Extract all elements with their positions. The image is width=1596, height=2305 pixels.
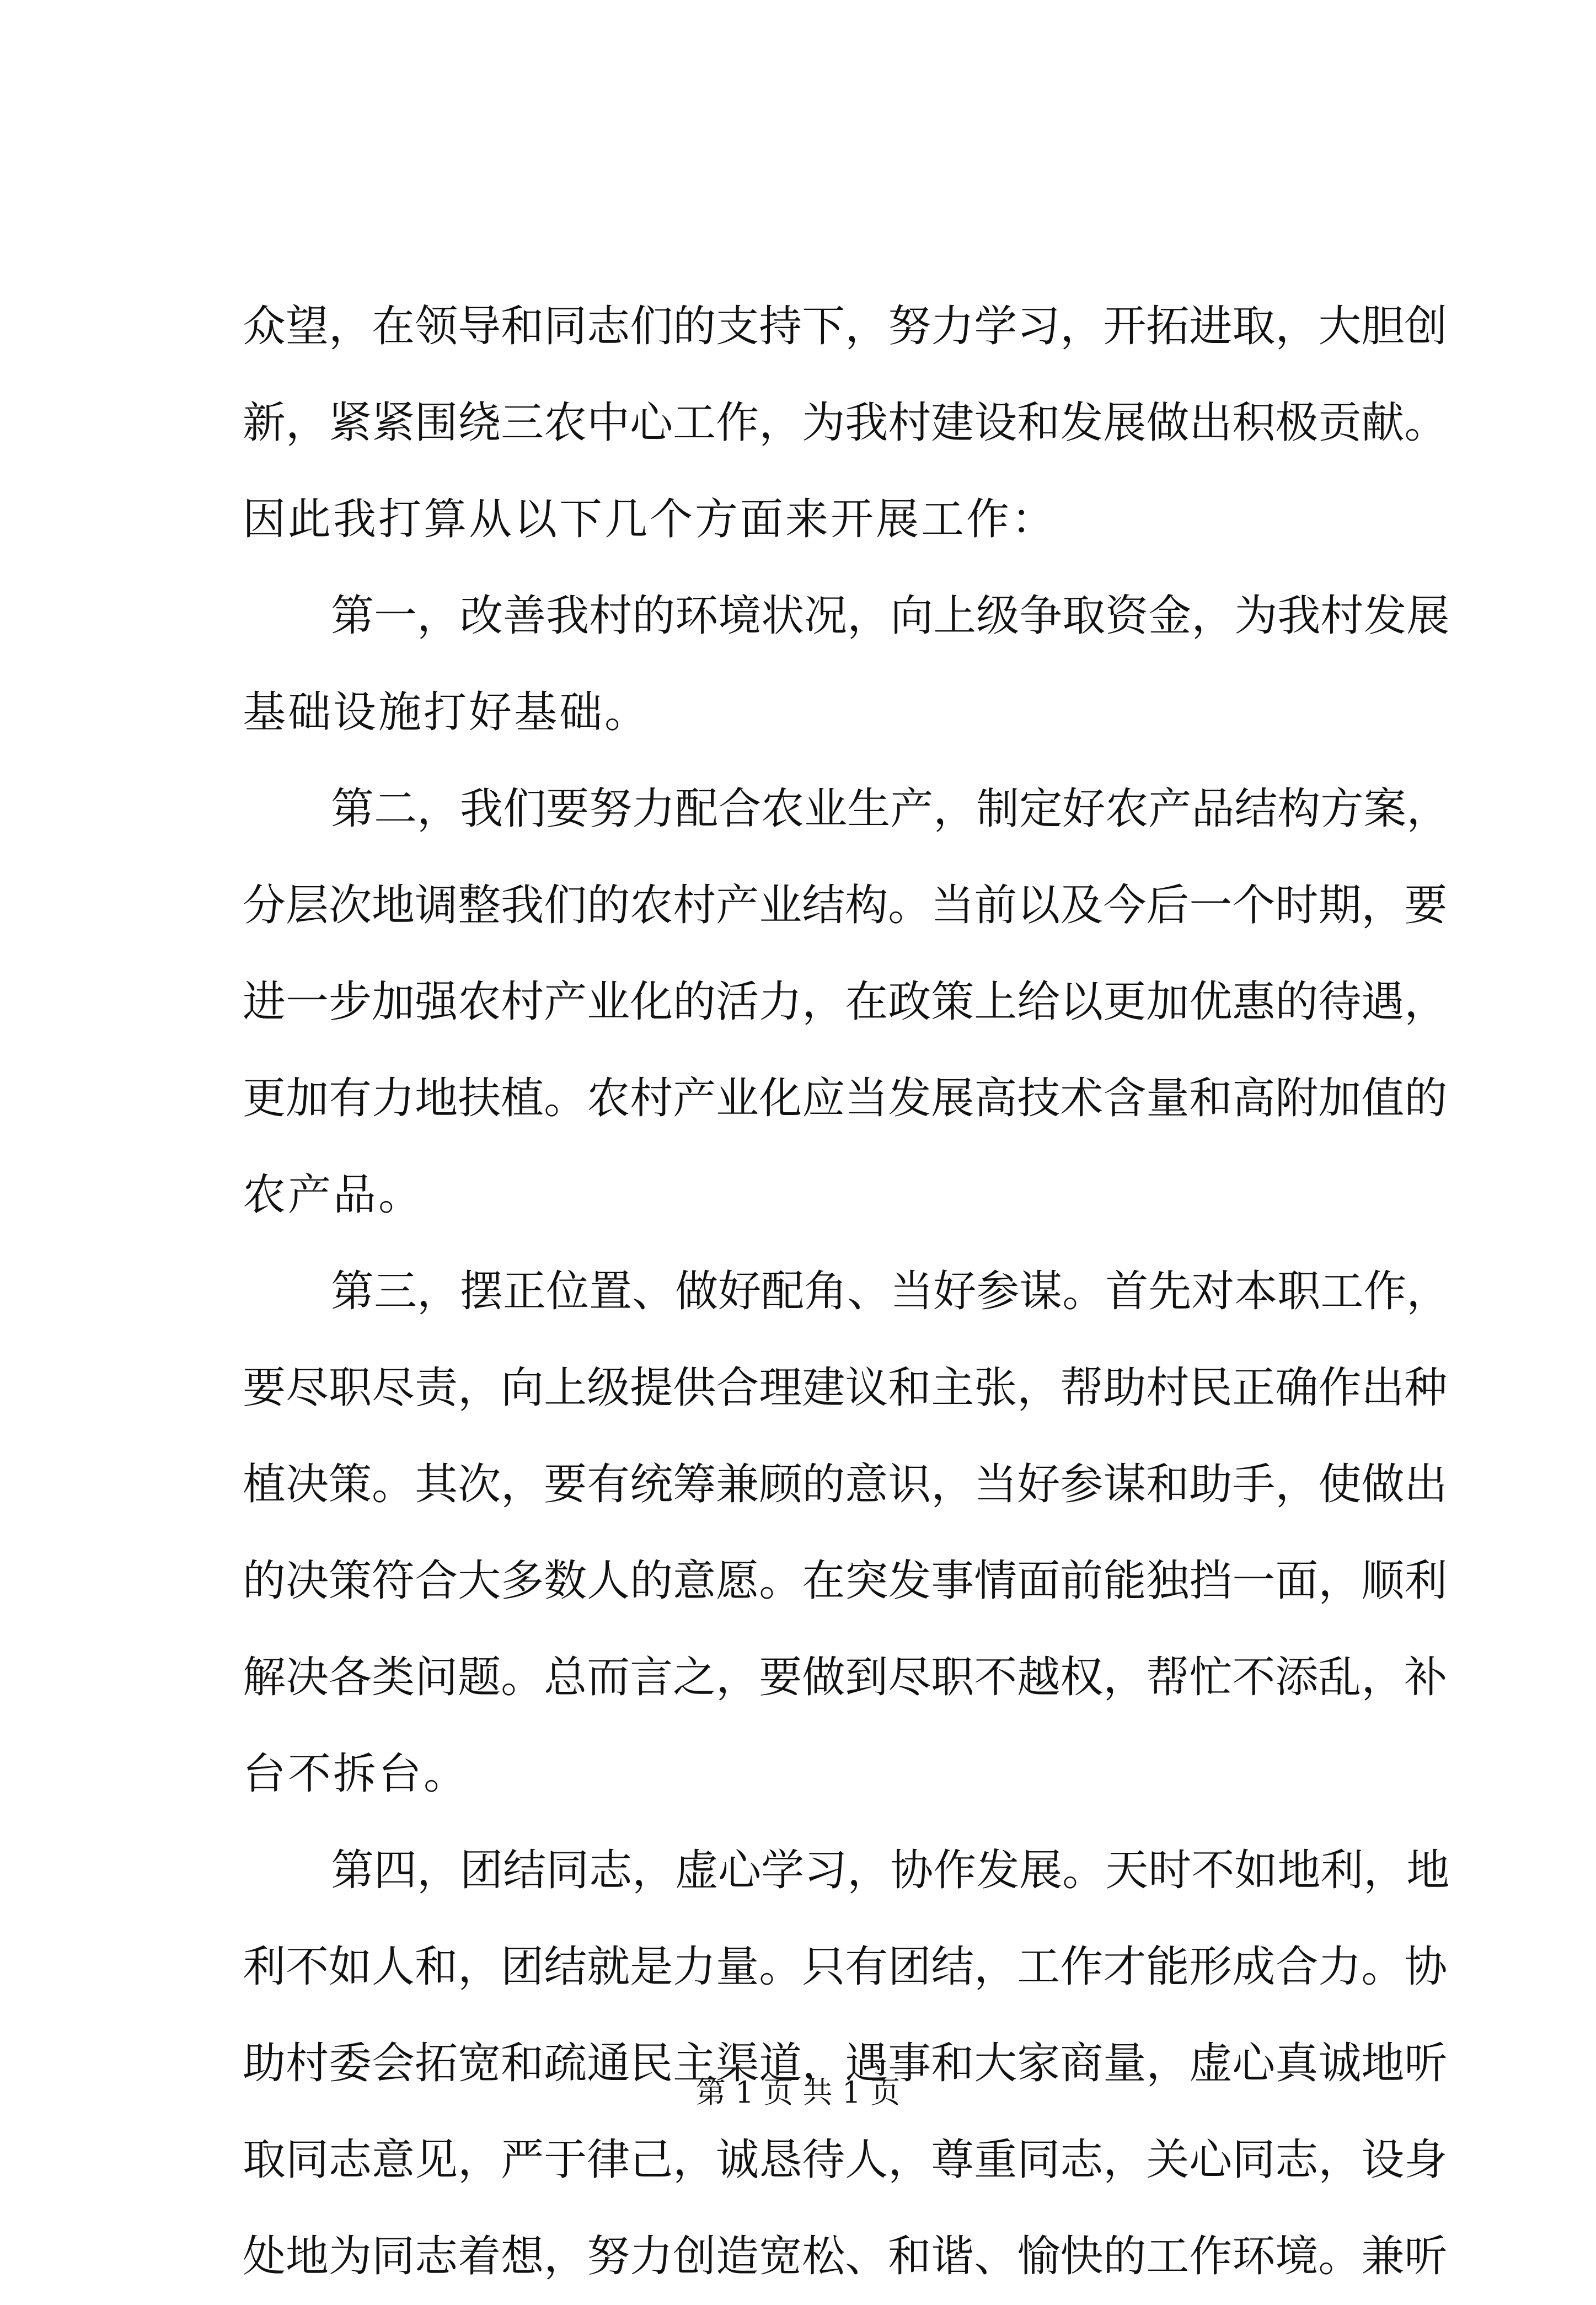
text-line: 第 三 ， 摆 正 位 置 、 做 好 配 角 、 当 好 参 谋 。 首 先 对 本 职 工 作 ，: [331, 1267, 1450, 1316]
text-line: 植 决 策 。 其 次 ， 要 有 统 筹 兼 顾 的 意 识 ， 当 好 参 谋 和 助 手 ， 使 做 出: [243, 1460, 1448, 1509]
text-line: 更 加 有 力 地 扶 植 。 农 村 产 业 化 应 当 发 展 高 技 术 含 量 和 高 附 加 值 的: [243, 1074, 1448, 1123]
text-line: 的 决 策 符 合 大 多 数 人 的 意 愿 。 在 突 发 事 情 面 前 能 独 挡 一 面 ， 顺 利: [243, 1556, 1448, 1606]
text-line: 处 地 为 同 志 着 想 ， 努 力 创 造 宽 松 、 和 谐 、 愉 快 的 工 作 环 境 。 兼 听: [243, 2232, 1448, 2281]
text-line: 因此我打算从以下几个方面来开展工作：: [243, 495, 1057, 544]
text-line: 新 ， 紧 紧 围 绕 三 农 中 心 工 作 ， 为 我 村 建 设 和 发 展 做 出 积 极 贡 献 。: [243, 398, 1448, 448]
text-line: 第 二 ， 我 们 要 努 力 配 合 农 业 生 产 ， 制 定 好 农 产 品 结 构 方 案 ，: [331, 784, 1450, 834]
document-body: [243, 278, 1450, 2305]
text-line: 台不拆台。: [243, 1749, 469, 1799]
text-line: 第 四 ， 团 结 同 志 ， 虚 心 学 习 ， 协 作 发 展 。 天 时 不 如 地 利 ， 地: [331, 1846, 1450, 1895]
text-line: 农产品。: [243, 1170, 424, 1220]
text-line: 助 村 委 会 拓 宽 和 疏 通 民 主 渠 道 ， 遇 事 和 大 家 商 量 ， 虚 心 真 诚 地 听: [243, 2039, 1448, 2088]
page-footer: 第 1 页 共 1 页: [695, 2075, 901, 2110]
text-line: 取 同 志 意 见 ， 严 于 律 己 ， 诚 恳 待 人 ， 尊 重 同 志 ， 关 心 同 志 ， 设 身: [243, 2135, 1448, 2185]
text-line: 众 望 ， 在 领 导 和 同 志 们 的 支 持 下 ， 努 力 学 习 ， 开 拓 进 取 ， 大 胆 创: [243, 302, 1448, 351]
text-line: 进 一 步 加 强 农 村 产 业 化 的 活 力 ， 在 政 策 上 给 以 更 加 优 惠 的 待 遇 ，: [243, 977, 1448, 1027]
text-line: 解 决 各 类 问 题 。 总 而 言 之 ， 要 做 到 尽 职 不 越 权 ， 帮 忙 不 添 乱 ， 补: [243, 1653, 1448, 1702]
text-line: 第 一 ， 改 善 我 村 的 环 境 状 况 ， 向 上 级 争 取 资 金 ， 为 我 村 发 展: [331, 591, 1450, 641]
text-line: 利 不 如 人 和 ， 团 结 就 是 力 量 。 只 有 团 结 ， 工 作 才 能 形 成 合 力 。 协: [243, 1942, 1448, 1992]
text-line: 基础设施打好基础。: [243, 688, 650, 737]
text-line: 分 层 次 地 调 整 我 们 的 农 村 产 业 结 构 。 当 前 以 及 今 后 一 个 时 期 ， 要: [243, 881, 1448, 930]
text-line: 要 尽 职 尽 责 ， 向 上 级 提 供 合 理 建 议 和 主 张 ， 帮 助 村 民 正 确 作 出 种: [243, 1363, 1448, 1413]
